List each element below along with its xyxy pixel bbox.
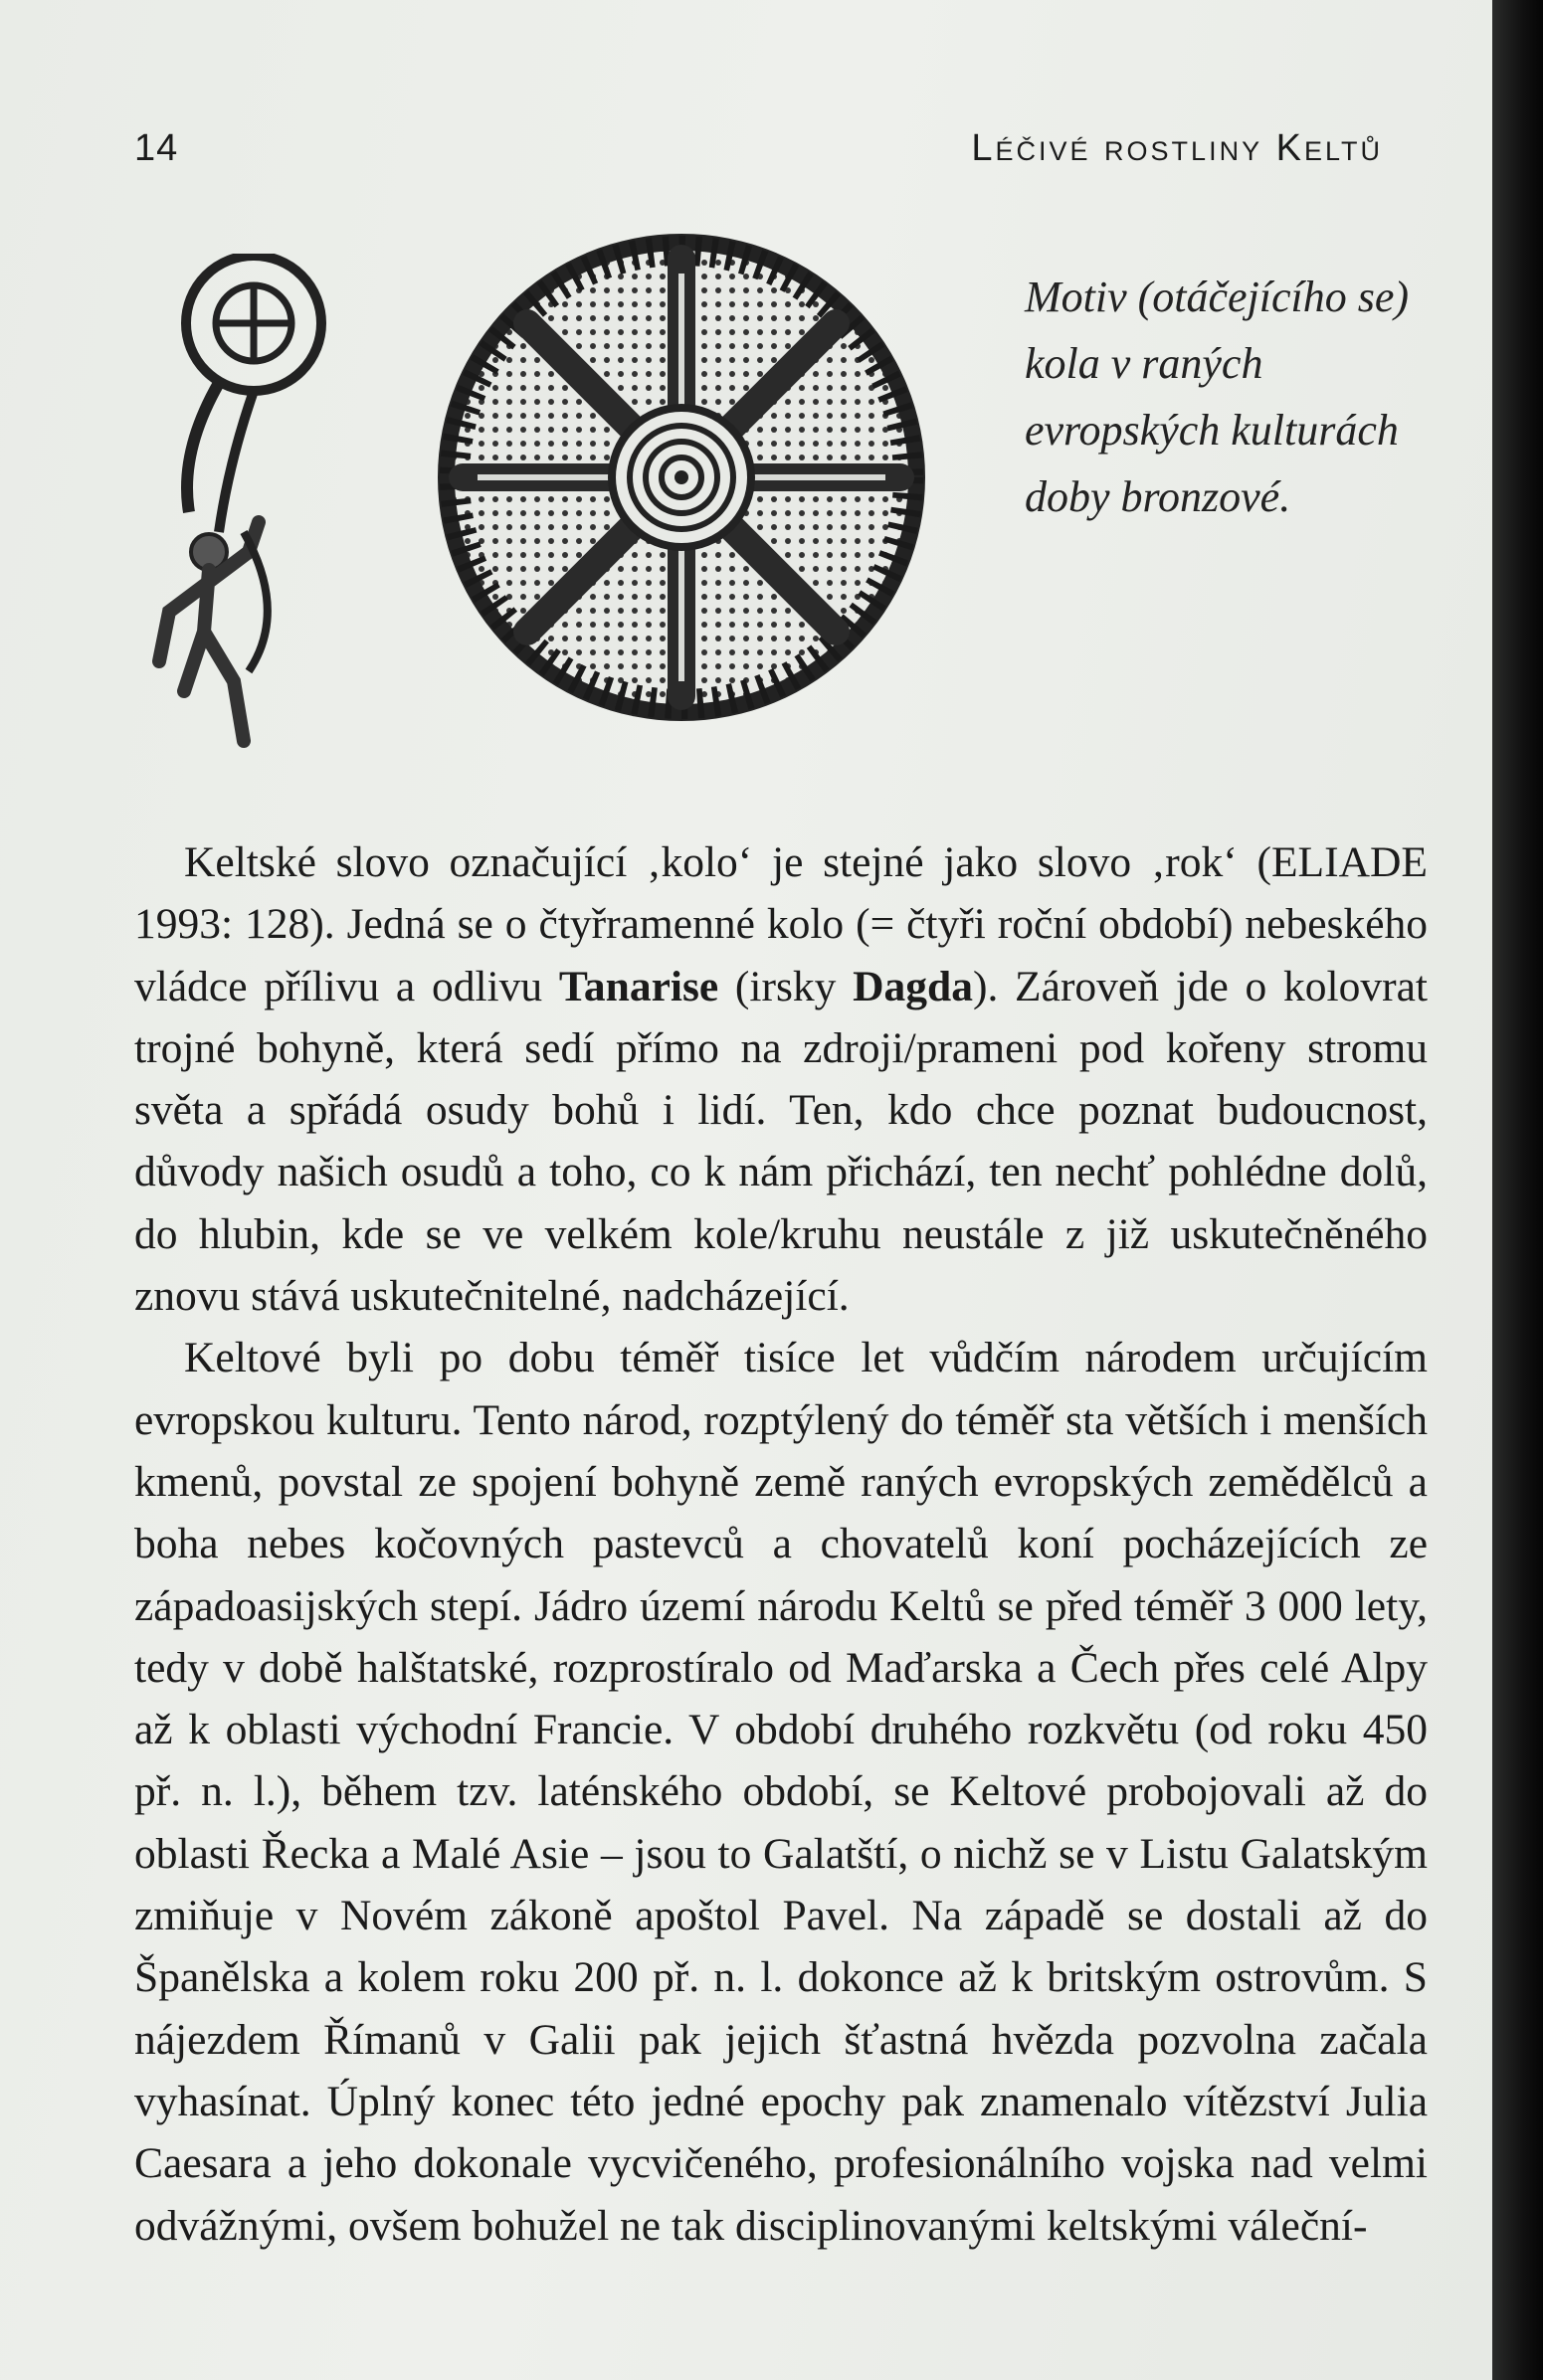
paragraph-text: (irsky [718, 962, 854, 1010]
page-edge-shadow [1492, 0, 1543, 2380]
bronze-wheel-disc-icon [433, 214, 930, 751]
bold-term: Dagda [853, 962, 973, 1010]
paragraph: Keltové byli po dobu téměř tisíce let vůdčím národem určujícím evropskou kulturu. Tento národ, rozptýlený do téměř sta větších i menších kmenů, povstal ze spojení bohyně země raných evropských zemědělců a boha nebes kočovných pastevců a chovatelů koní pocházejících ze západoasijských stepí. Jádro území národu Keltů se před téměř 3 000 lety, tedy v době halštatské, rozprostíralo od Maďarska a Čech přes celé Alpy až k oblasti východní Francie. V období druhého rozkvětu (od roku 450 př. n. l.), během tzv. laténského období, se Keltové probojovali až do oblasti Řecka a Malé Asie – jsou to Galatští, o nichž se v Listu Galatským zmiňuje v Novém zákoně apoštol Pavel. Na západě se dostali až do Španělska a kolem roku 200 př. n. l. dokonce až k britským ostrovům. S nájezdem Římanů v Galii pak jejich šťastná hvězda pozvolna začala vyhasínat. Úplný konec této jedné epochy pak znamenalo vítězství Julia Caesara a jeho dokonale vycvičeného, profesionálního vojska nad velmi odvážnými, ovšem bohužel ne tak disciplinovanými keltskými váleční- [134, 1334, 1428, 2250]
page-number: 14 [134, 127, 179, 169]
figure [149, 214, 955, 781]
running-title: Léčivé rostliny Keltů [971, 127, 1383, 169]
body-text [134, 831, 1428, 2257]
paragraph-text: Keltské slovo označující ‚kolo‘ je stejné jako slovo ‚rok‘ (ELIADE 1993: 128). Jedná se o čtyřramenné kolo (= čtyři roční období) nebeského vládce přílivu a odlivu [134, 838, 1428, 1010]
paragraph [134, 831, 1428, 1327]
petroglyph-man-wheel-icon [149, 254, 333, 751]
paragraph-text: ). Zároveň jde o kolovrat trojné bohyně, která sedí přímo na zdroji/prameni pod kořeny stromu světa a spřádá osudy bohů i lidí. Ten, kdo chce poznat budoucnost, důvody našich osudů a toho, co k nám přichází, ten nechť pohlédne dolů, do hlubin, kde se ve velkém kole/kruhu neustále z již uskutečněného znovu stává uskutečnitelné, nadcházející. [134, 962, 1428, 1321]
page-header [134, 127, 1383, 177]
bold-term: Tanarise [558, 962, 719, 1010]
figure-caption: Motiv (otáčejícího se) kola v raných evropských kulturách doby bronzové. [1025, 273, 1410, 521]
